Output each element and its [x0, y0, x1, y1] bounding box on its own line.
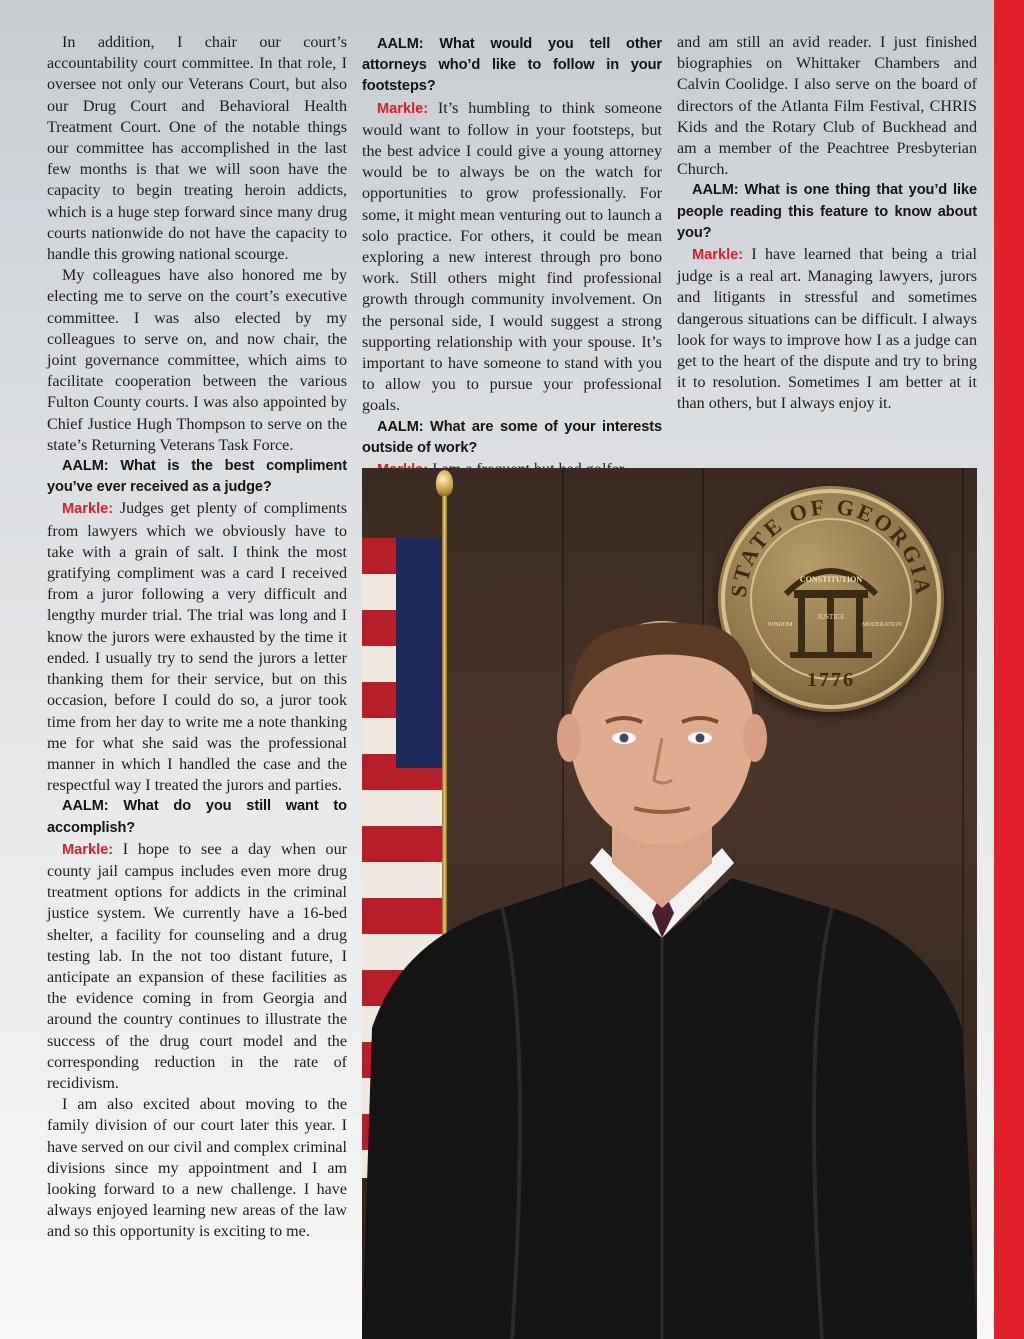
paragraph: My colleagues have also honored me by electing me to serve on the court’s executive committee. I was also elected by my colleagues to serve on, and now chair, the joint governance committee, which aims to facilitate cooperation between the various Fulton County courts. I was also appointed by Chief Justice Hugh Thompson to serve on the state’s Returning Veterans Task Force. — [47, 267, 347, 454]
interview-question: AALM: What do you still want to accomplish? — [47, 798, 347, 836]
speaker-label: Markle: — [62, 501, 114, 518]
paragraph: In addition, I chair our court’s accountability court committee. In that role, I oversee not only our Veterans Court, but also our Drug Court and Behavioral Health Treatment Court. One of the notable things our committee has accomplished in the last few months is that we will soon have the capacity to begin treating heroin addicts, which is a huge step forward since many drug courts nationwide do not have the capacity to handle this growing national scourge. — [47, 34, 347, 264]
seal-year: 1776 — [807, 669, 855, 691]
text-column-3 — [677, 32, 977, 415]
interview-answer — [362, 98, 662, 417]
red-edge-bar — [994, 0, 1024, 1339]
seal-motto-right: MODERATION — [862, 622, 902, 628]
answer-text: I have learned that being a trial judge is a real art. Managing lawyers, jurors and litigants in stressful and sometimes dangerous situations can be difficult. I always look for ways to improve how I as a judge can get to the heart of the dispute and try to bring it to resolution. Sometimes I am better at it than others, but I always enjoy it. — [677, 246, 977, 413]
text-column-1 — [47, 32, 347, 1243]
seal-ring-text: STATE OF GEORGIA — [725, 493, 937, 599]
judge-portrait-photo — [362, 468, 977, 1339]
paragraph: I am also excited about moving to the family division of our court later this year. I have served on our civil and complex criminal divisions since my appointment and I am looking forward to a new challenge. I have always enjoyed learning new areas of the law and so this opportunity is exciting to me. — [47, 1096, 347, 1241]
answer-text: It’s humbling to think someone would want to follow in your footsteps, but the best advice I could give a young attorney would be to always be on the watch for opportunities to grow professionally. For some, it might mean venturing out to launch a solo practice. For others, it could be mean exploring a new interest through pro bono work. Still others might find professional growth through community involvement. On the personal side, I would suggest a strong supporting relationship with your spouse. It’s important to have someone to stand with you to allow you to pursue your professional goals. — [362, 99, 662, 415]
seal-motto-center: JUSTICE — [817, 613, 845, 621]
speaker-label: Markle: — [62, 841, 114, 858]
interview-question: AALM: What are some of your interests outside of work? — [362, 418, 662, 456]
speaker-label: Markle: — [692, 247, 744, 264]
interview-question: AALM: What would you tell other attorneys who’d like to follow in your footsteps? — [362, 36, 662, 95]
interview-question: AALM: What is the best compliment you’ve ever received as a judge? — [47, 458, 347, 496]
answer-text: Judges get plenty of compliments from lawyers which we obviously have to take with a grain of salt. I think the most gratifying compliment was a card I received from a juror following a very difficult and lengthy murder trial. The trial was long and I know the jurors were exhausted by the time it ended. I usually try to send the jurors a letter thanking them for their service, but on this occasion, before I could do so, a juror took time from her day to write me a note thanking me for what she said was the professional manner in which I handled the case and the respectful way I treated the jurors and parties. — [47, 500, 347, 795]
interview-answer — [47, 498, 347, 796]
text-column-2 — [362, 34, 662, 481]
speaker-label: Markle: — [377, 100, 429, 117]
seal-motto-left: WISDOM — [767, 622, 793, 628]
seal-banner: CONSTITUTION — [799, 575, 863, 584]
interview-answer — [677, 244, 977, 415]
answer-continuation: and am still an avid reader. I just finished biographies on Whittaker Chambers and Calvin Coolidge. I also serve on the board of directors of the Atlanta Film Festival, CHRIS Kids and the Rotary Club of Buckhead and am a member of the Peachtree Presbyterian Church. — [677, 34, 977, 179]
judge-figure — [362, 468, 977, 1339]
interview-answer — [47, 839, 347, 1094]
answer-text: I hope to see a day when our county jail campus includes even more drug treatment options for addicts in the criminal justice system. We currently have a 16-bed shelter, a facility for counseling and a drug testing lab. In the not too distant future, I anticipate an expansion of these facilities as the evidence coming in from Georgia and around the country continues to illustrate the success of the drug court model and the corresponding reduction in the rate of recidivism. — [47, 840, 347, 1092]
interview-question: AALM: What is one thing that you’d like people reading this feature to know about you? — [677, 182, 977, 241]
